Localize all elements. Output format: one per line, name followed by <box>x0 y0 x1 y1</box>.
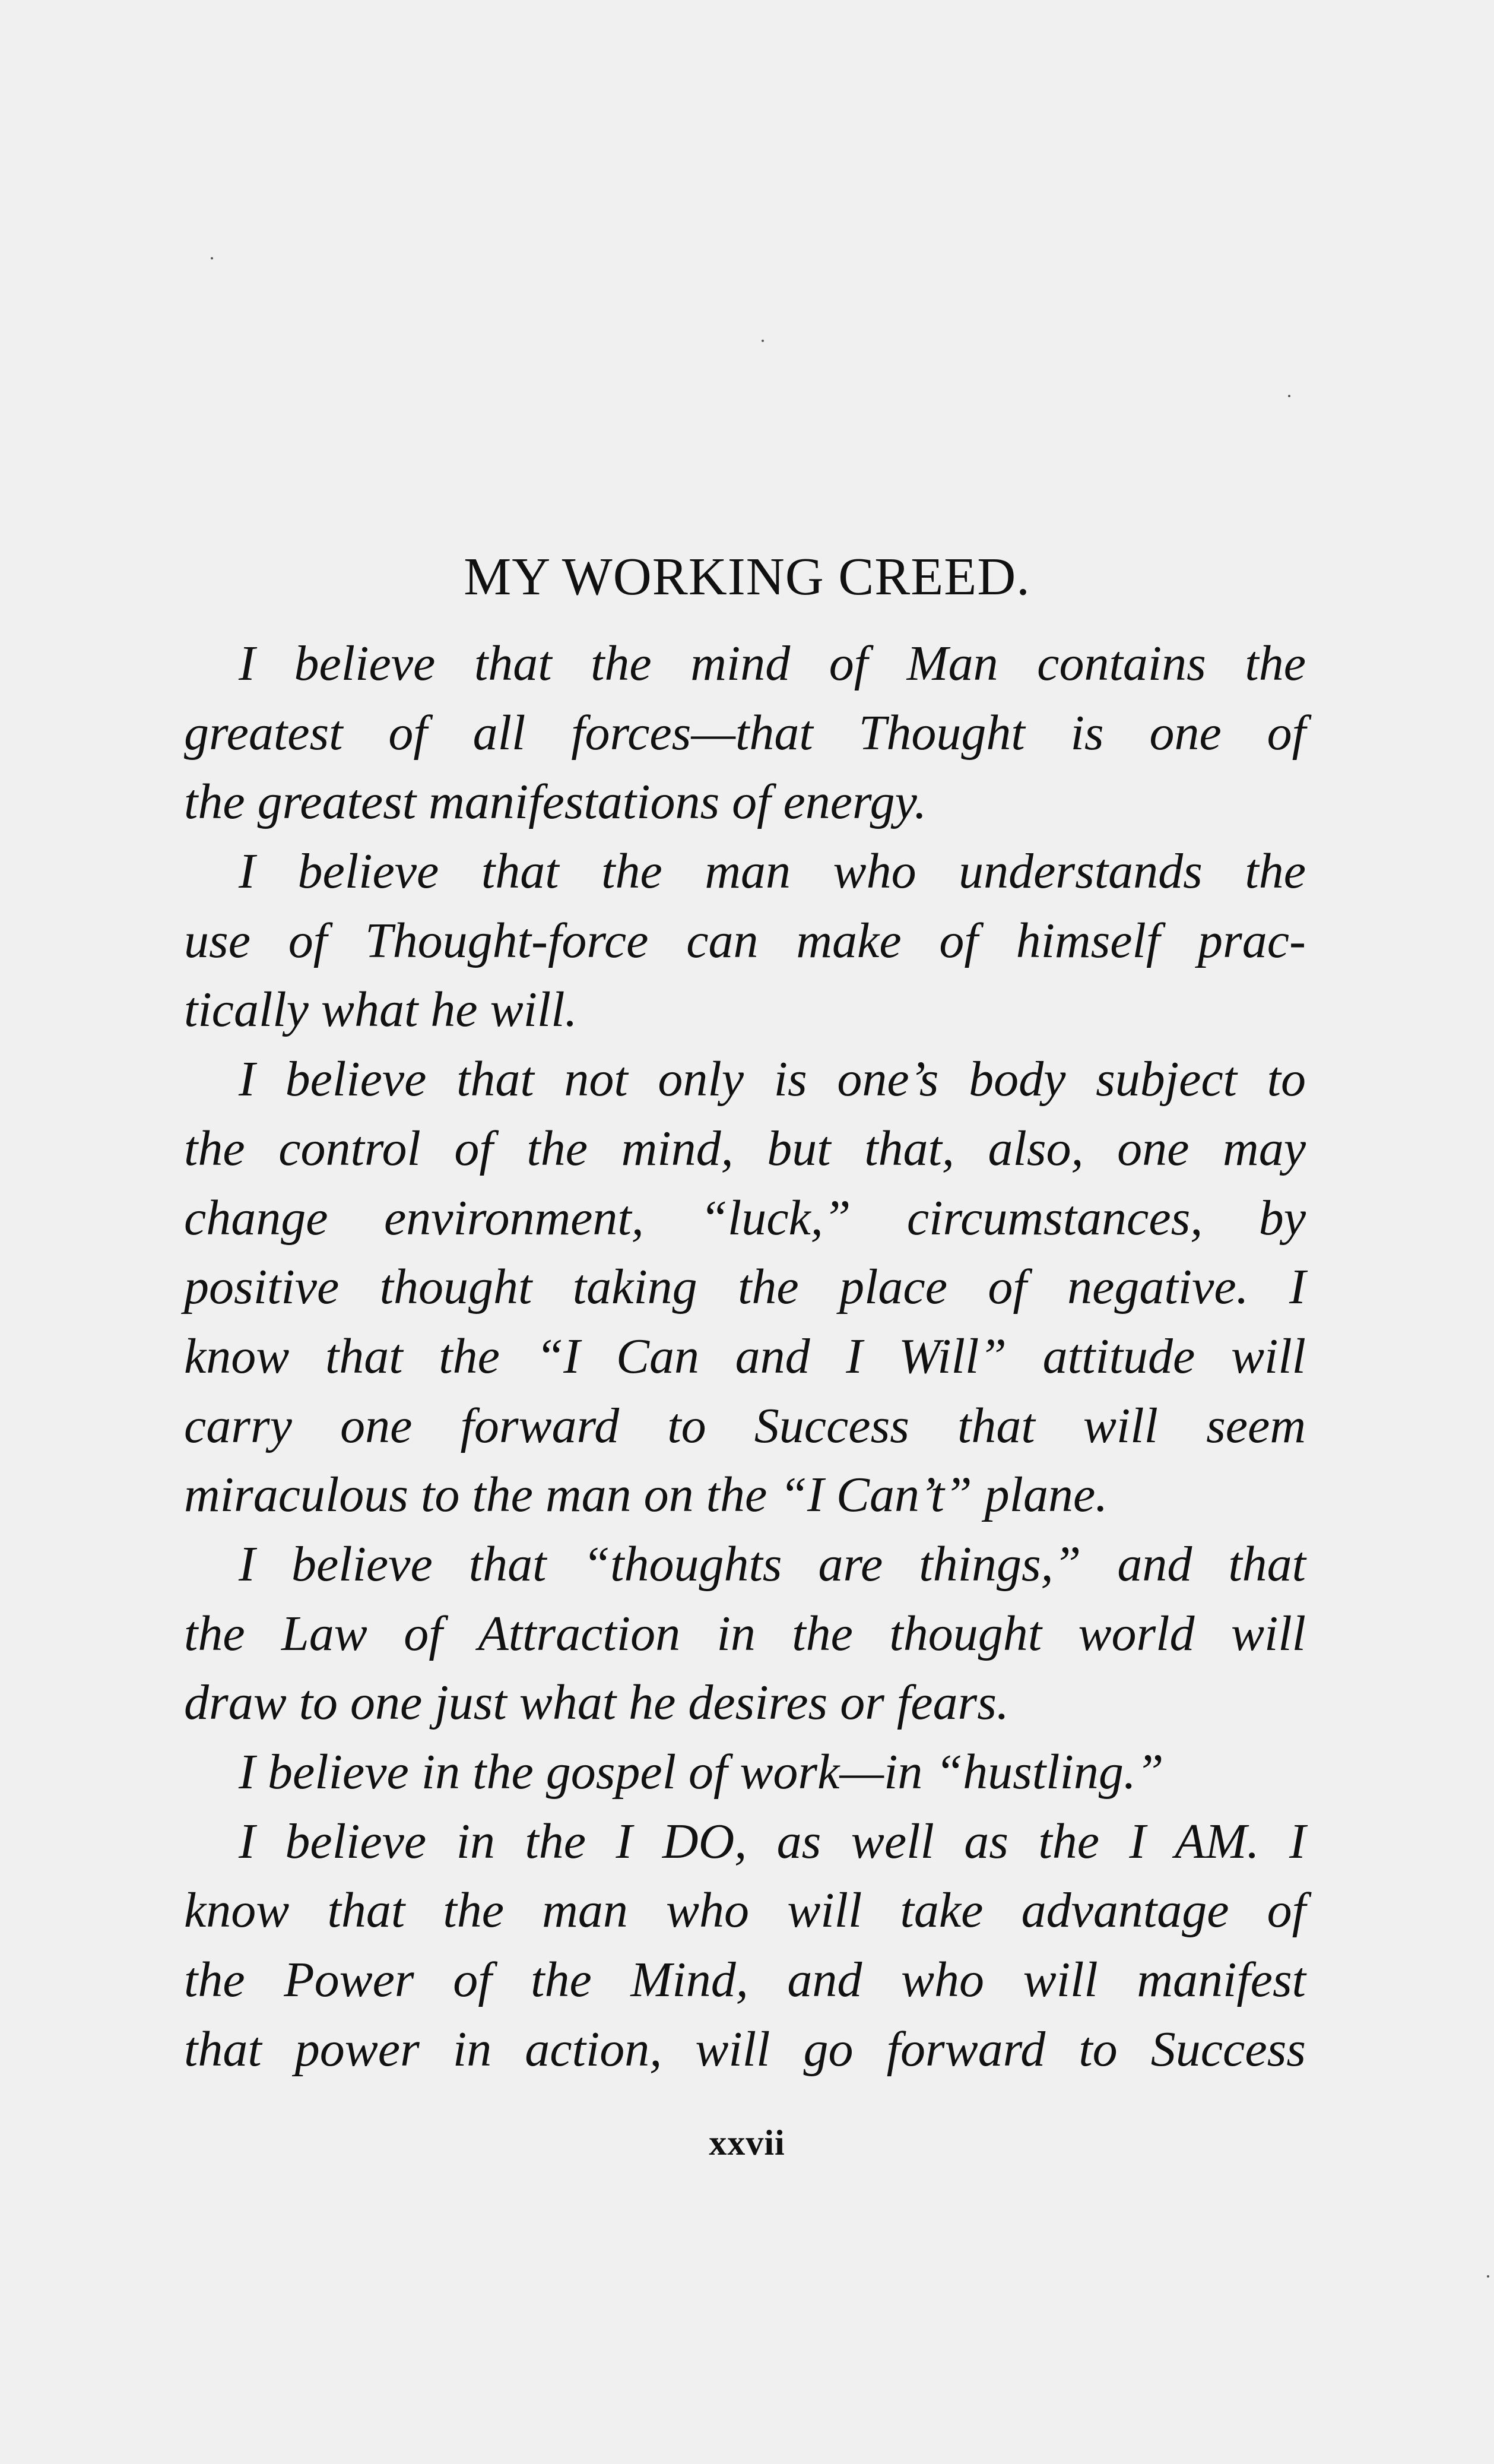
text-line: change environment, “luck,” circumstances, by <box>184 1190 1306 1246</box>
scan-speck <box>762 340 764 342</box>
text-line: the Power of the Mind, and who will manifest <box>184 1952 1306 2008</box>
scan-speck <box>211 257 213 259</box>
text-line: I believe that not only is one’s body subject to <box>239 1052 1306 1107</box>
page-title: MY WORKING CREED. <box>464 547 1030 607</box>
text-line: I believe in the I DO, as well as the I AM. I <box>239 1813 1306 1869</box>
text-line: the greatest manifestations of energy. <box>184 774 927 830</box>
text-line: I believe in the gospel of work—in “hustling.” <box>239 1744 1164 1800</box>
creed-text <box>184 629 1306 2084</box>
text-line: know that the “I Can and I Will” attitude will <box>184 1328 1306 1384</box>
text-line: know that the man who will take advantage of <box>184 1883 1306 1939</box>
text-line: that power in action, will go forward to Success <box>184 2021 1306 2077</box>
text-line: the Law of Attraction in the thought world will <box>184 1605 1306 1661</box>
text-line: use of Thought-force can make of himself prac- <box>184 913 1306 968</box>
text-line: the control of the mind, but that, also, one may <box>184 1120 1306 1176</box>
scan-speck <box>1288 395 1290 397</box>
text-line: I believe that the man who understands the <box>239 844 1306 900</box>
text-line: greatest of all forces—that Thought is one of <box>184 705 1306 761</box>
text-line: tically what he will. <box>184 982 578 1038</box>
text-line: miraculous to the man on the “I Can’t” plane. <box>184 1467 1108 1523</box>
text-line: I believe that the mind of Man contains the <box>239 636 1306 691</box>
scan-speck <box>1487 2275 1489 2278</box>
text-line: I believe that “thoughts are things,” and that <box>239 1536 1306 1592</box>
text-line: draw to one just what he desires or fears. <box>184 1675 1009 1731</box>
text-line: positive thought taking the place of negative. I <box>184 1259 1306 1315</box>
page-number: xxvii <box>709 2123 785 2162</box>
text-line: carry one forward to Success that will seem <box>184 1398 1306 1453</box>
